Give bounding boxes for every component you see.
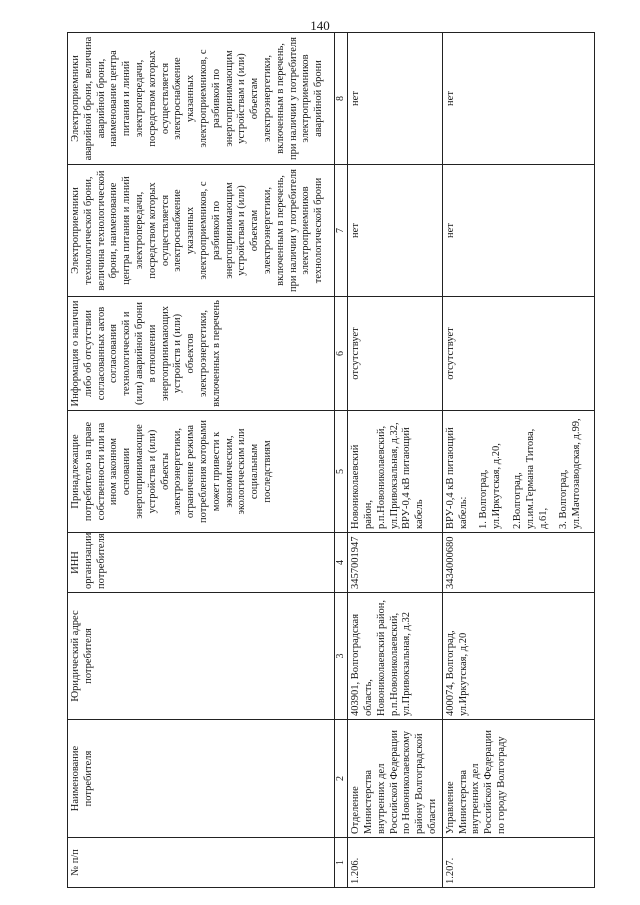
consumer-devices bbox=[442, 411, 594, 533]
header-avar-bron: Электроприемники аварийной брони, величина аварийной брони, наименование центра питания и линий электропередачи, посредством которых осуществляется электроснабжение указанных электроприемников, с разбивкой по энергопринимающим устройствам и (или) объектам электроэнергетики, включенным в перечень, при наличии у потребителя электроприемников аварийной брони bbox=[68, 33, 335, 165]
consumer-inn: 3434000680 bbox=[442, 533, 594, 593]
device-line: 3. Волгоград, ул.Мачтозаводская, д.99, bbox=[558, 418, 583, 529]
header-name: Наименование потребителя bbox=[68, 720, 335, 838]
tech-bron-value: нет bbox=[348, 165, 443, 297]
column-number: 6 bbox=[335, 297, 348, 411]
header-address: Юридический адрес потребителя bbox=[68, 593, 335, 720]
consumer-name: Отделение Министерства внутренних дел Российской Федерации по Новониколаевскому району Волгоградской области bbox=[348, 720, 443, 838]
column-number: 8 bbox=[335, 33, 348, 165]
header-row bbox=[68, 33, 335, 888]
consumer-devices bbox=[348, 411, 443, 533]
tech-bron-value: нет bbox=[442, 165, 594, 297]
consumers-table bbox=[67, 32, 595, 888]
avar-bron-value: нет bbox=[348, 33, 443, 165]
header-tech-bron: Электроприемники технологической брони, величина технологической брони, наименование центра питания и линий электропередачи, посредством которых осуществляется электроснабжение указанных электроприемников, с разбивкой по энергопринимающим устройствам и (или) объектам электроэнергетики, включенным в перечень, при наличии у потребителя электроприемников технологической брони bbox=[68, 165, 335, 297]
rotated-table-container bbox=[67, 33, 583, 888]
page-number: 140 bbox=[310, 18, 330, 33]
consumer-address: 403901, Волгоградская область, Новониколаевский район, р.п.Новониколаевский, ул.Привокзальная, д.32 bbox=[348, 593, 443, 720]
acts-status: отсутствует bbox=[442, 297, 594, 411]
column-number: 1 bbox=[335, 838, 348, 888]
header-acts: Информация о наличии либо об отсутствии согласованных актов согласования технологической и (или) аварийной брони в отношении энергопринимающих устройств и (или) объектов электроэнергетики, включенных в перечень bbox=[68, 297, 335, 411]
row-num: 1.206. bbox=[348, 838, 443, 888]
consumer-inn: 3457001947 bbox=[348, 533, 443, 593]
acts-status: отсутствует bbox=[348, 297, 443, 411]
device-line: ВРУ-0,4 кВ питающий кабель: bbox=[444, 427, 469, 529]
column-number: 2 bbox=[335, 720, 348, 838]
column-number: 4 bbox=[335, 533, 348, 593]
consumer-address: 400074, Волгоград, ул.Иркутская, д.20 bbox=[442, 593, 594, 720]
column-number: 7 bbox=[335, 165, 348, 297]
header-inn: ИНН организации потребителя bbox=[68, 533, 335, 593]
device-line: 1. Волгоград, ул.Иркутская, д.20, bbox=[478, 443, 503, 529]
column-number: 3 bbox=[335, 593, 348, 720]
table-row bbox=[348, 33, 443, 888]
avar-bron-value: нет bbox=[442, 33, 594, 165]
device-line: 2.Волгоград, ул.им.Германа Титова, д.61, bbox=[511, 428, 549, 529]
column-number: 5 bbox=[335, 411, 348, 533]
table-row bbox=[442, 33, 594, 888]
column-number-row bbox=[335, 33, 348, 888]
header-devices: Принадлежащие потребителю на праве собственности или на ином законном основании энергопринимающие устройства и (или) объекты электроэнергетики, ограничение режима потребления которыми может привести к экономическим, экологическим или социальным последствиям bbox=[68, 411, 335, 533]
header-num: № п/п bbox=[68, 838, 335, 888]
consumer-name: Управление Министерства внутренних дел Российской Федерации по городу Волгограду bbox=[442, 720, 594, 838]
row-num: 1.207. bbox=[442, 838, 594, 888]
device-line: Новониколаевский район, р.п.Новониколаевский, ул.Привокзальная, д.32, ВРУ-0,4 кВ питающий кабель bbox=[350, 422, 426, 529]
